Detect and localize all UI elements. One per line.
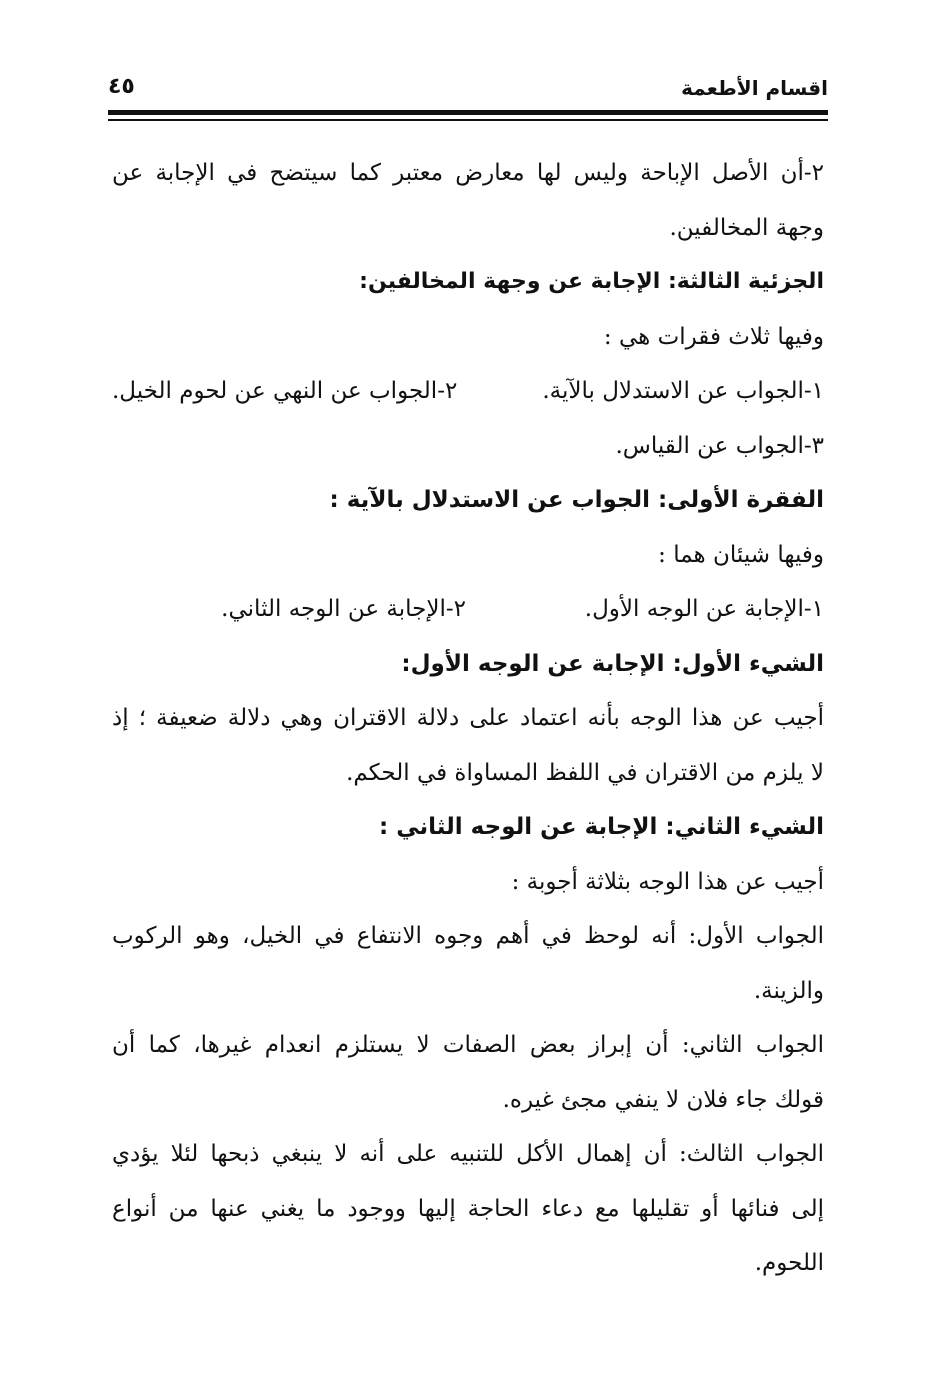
- text-line: أجيب عن هذا الوجه بثلاثة أجوبة :: [511, 868, 824, 895]
- text-line: وجهة المخالفين.: [669, 214, 824, 241]
- enumerated-items: [112, 364, 824, 419]
- text-line: الجواب الأول: أنه لوحظ في أهم وجوه الانتفاع في الخيل، وهو الركوب: [112, 923, 824, 949]
- list-item: ٢-الجواب عن النهي عن لحوم الخيل.: [112, 378, 458, 404]
- text-line: اللحوم.: [754, 1250, 824, 1276]
- section-heading: الفقرة الأولى: الجواب عن الاستدلال بالآية :: [329, 487, 824, 513]
- list-item: ١-الجواب عن الاستدلال بالآية.: [542, 378, 824, 404]
- section-heading: الشيء الأول: الإجابة عن الوجه الأول:: [401, 650, 824, 677]
- section-heading: الشيء الثاني: الإجابة عن الوجه الثاني :: [379, 814, 824, 840]
- page-header: [108, 70, 828, 110]
- text-line: الجواب الثاني: أن إبراز بعض الصفات لا يستلزم انعدام غيرها، كما أن: [112, 1032, 824, 1058]
- header-rule-thick: [108, 110, 828, 115]
- body-text: [112, 146, 824, 1291]
- text-line: ٢-أن الأصل الإباحة وليس لها معارض معتبر كما سيتضح في الإجابة عن: [112, 160, 824, 186]
- text-line: قولك جاء فلان لا ينفي مجئ غيره.: [502, 1086, 824, 1113]
- list-item: ٢-الإجابة عن الوجه الثاني.: [221, 596, 466, 622]
- list-item: ٣-الجواب عن القياس.: [615, 432, 824, 459]
- page-number: ٤٥: [108, 74, 135, 99]
- text-line: الجواب الثالث: أن إهمال الأكل للتنبيه على أنه لا ينبغي ذبحها لئلا يؤدي: [112, 1141, 824, 1167]
- running-title: اقسام الأطعمة: [681, 76, 828, 100]
- text-line: وفيها ثلاث فقرات هي :: [603, 323, 824, 350]
- list-item: ١-الإجابة عن الوجه الأول.: [584, 596, 824, 622]
- text-line: وفيها شيئان هما :: [658, 541, 824, 568]
- enumerated-items: [112, 582, 824, 637]
- text-line: إلى فنائها أو تقليلها مع دعاء الحاجة إليها ووجود ما يغني عنها من أنواع: [112, 1195, 824, 1222]
- text-line: والزينة.: [753, 977, 824, 1004]
- section-heading: الجزئية الثالثة: الإجابة عن وجهة المخالفين:: [359, 269, 824, 294]
- text-line: أجيب عن هذا الوجه بأنه اعتماد على دلالة الاقتران وهي دلالة ضعيفة ؛ إذ: [112, 705, 824, 731]
- text-line: لا يلزم من الاقتران في اللفظ المساواة في الحكم.: [346, 759, 824, 786]
- header-rule-thin: [108, 119, 828, 121]
